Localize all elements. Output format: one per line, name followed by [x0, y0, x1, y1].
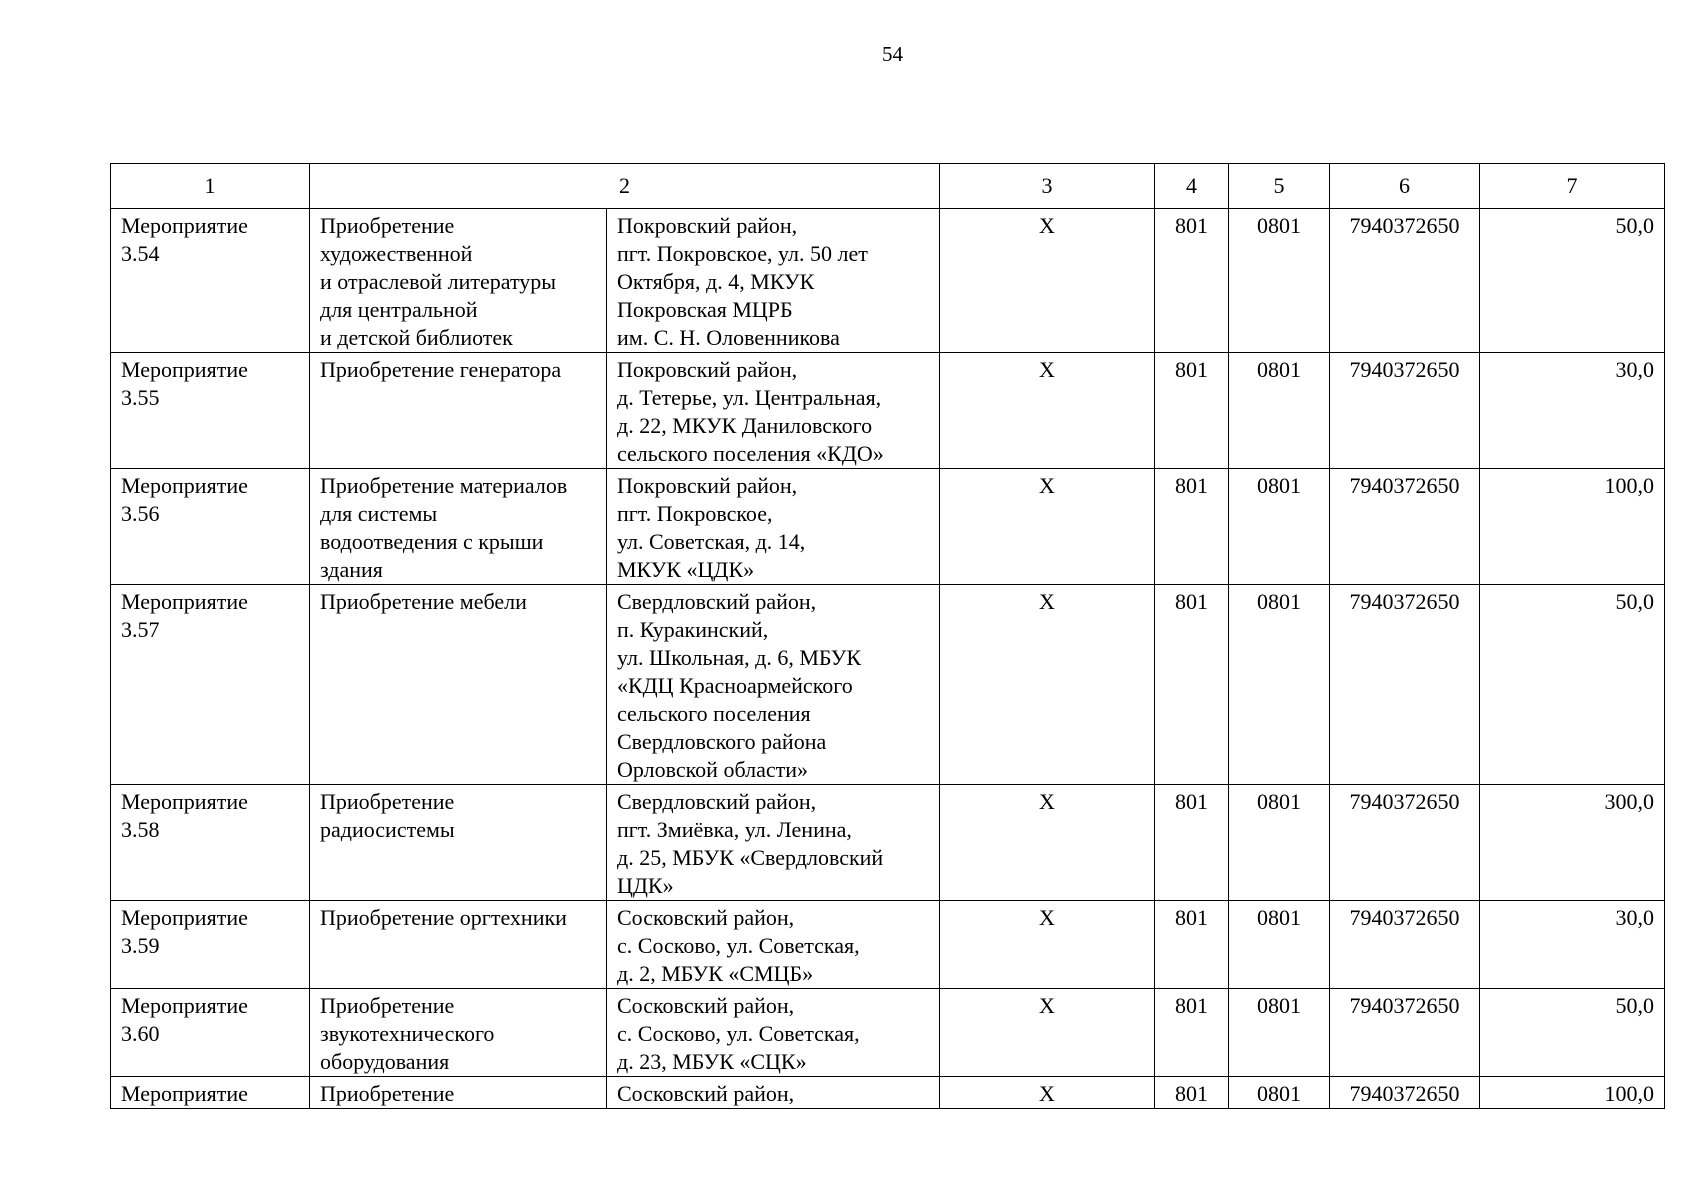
col7-cell: 50,0 [1480, 989, 1665, 1077]
table-row [111, 1077, 1665, 1109]
col7-cell: 300,0 [1480, 785, 1665, 901]
header-col-4: 4 [1155, 164, 1229, 209]
col4-cell: 801 [1155, 469, 1229, 585]
col4-cell: 801 [1155, 989, 1229, 1077]
col6-cell: 7940372650 [1330, 785, 1480, 901]
col4-cell: 801 [1155, 585, 1229, 785]
event-cell: Мероприятие 3.56 [111, 469, 310, 585]
col3-cell: Х [940, 901, 1155, 989]
col7-cell: 50,0 [1480, 209, 1665, 353]
header-col-7: 7 [1480, 164, 1665, 209]
item-name-cell: Приобретение [310, 1077, 607, 1109]
address-cell: Свердловский район, п. Куракинский, ул. Школьная, д. 6, МБУК «КДЦ Красноармейского сельского поселения Свердловского района Орловской области» [607, 585, 940, 785]
col3-cell: Х [940, 585, 1155, 785]
table-row [111, 353, 1665, 469]
table-row [111, 469, 1665, 585]
header-col-6: 6 [1330, 164, 1480, 209]
col6-cell: 7940372650 [1330, 469, 1480, 585]
item-name-cell: Приобретение звукотехнического оборудования [310, 989, 607, 1077]
event-cell: Мероприятие [111, 1077, 310, 1109]
col5-cell: 0801 [1229, 469, 1330, 585]
event-cell: Мероприятие 3.60 [111, 989, 310, 1077]
col5-cell: 0801 [1229, 353, 1330, 469]
col5-cell: 0801 [1229, 901, 1330, 989]
header-col-3: 3 [940, 164, 1155, 209]
item-name-cell: Приобретение радиосистемы [310, 785, 607, 901]
col5-cell: 0801 [1229, 585, 1330, 785]
header-col-2: 2 [310, 164, 940, 209]
col7-cell: 100,0 [1480, 1077, 1665, 1109]
budget-table [110, 163, 1665, 1109]
col6-cell: 7940372650 [1330, 585, 1480, 785]
col5-cell: 0801 [1229, 1077, 1330, 1109]
header-row [111, 164, 1665, 209]
col6-cell: 7940372650 [1330, 353, 1480, 469]
col4-cell: 801 [1155, 901, 1229, 989]
col3-cell: Х [940, 469, 1155, 585]
col4-cell: 801 [1155, 785, 1229, 901]
item-name-cell: Приобретение материалов для системы водоотведения с крыши здания [310, 469, 607, 585]
event-cell: Мероприятие 3.55 [111, 353, 310, 469]
col4-cell: 801 [1155, 1077, 1229, 1109]
address-cell: Сосковский район, с. Сосково, ул. Советская, д. 2, МБУК «СМЦБ» [607, 901, 940, 989]
col3-cell: Х [940, 353, 1155, 469]
col7-cell: 100,0 [1480, 469, 1665, 585]
address-cell: Покровский район, пгт. Покровское, ул. Советская, д. 14, МКУК «ЦДК» [607, 469, 940, 585]
event-cell: Мероприятие 3.54 [111, 209, 310, 353]
col3-cell: Х [940, 209, 1155, 353]
col7-cell: 30,0 [1480, 901, 1665, 989]
table-row [111, 785, 1665, 901]
address-cell: Сосковский район, [607, 1077, 940, 1109]
item-name-cell: Приобретение мебели [310, 585, 607, 785]
col6-cell: 7940372650 [1330, 901, 1480, 989]
event-cell: Мероприятие 3.58 [111, 785, 310, 901]
address-cell: Покровский район, д. Тетерье, ул. Центральная, д. 22, МКУК Даниловского сельского поселения «КДО» [607, 353, 940, 469]
header-col-5: 5 [1229, 164, 1330, 209]
item-name-cell: Приобретение оргтехники [310, 901, 607, 989]
col5-cell: 0801 [1229, 785, 1330, 901]
col3-cell: Х [940, 989, 1155, 1077]
col6-cell: 7940372650 [1330, 209, 1480, 353]
address-cell: Сосковский район, с. Сосково, ул. Советская, д. 23, МБУК «СЦК» [607, 989, 940, 1077]
header-col-1: 1 [111, 164, 310, 209]
page-number: 54 [882, 42, 903, 66]
col5-cell: 0801 [1229, 209, 1330, 353]
col6-cell: 7940372650 [1330, 1077, 1480, 1109]
table-row [111, 585, 1665, 785]
item-name-cell: Приобретение художественной и отраслевой литературы для центральной и детской библиотек [310, 209, 607, 353]
event-cell: Мероприятие 3.57 [111, 585, 310, 785]
item-name-cell: Приобретение генератора [310, 353, 607, 469]
table-row [111, 901, 1665, 989]
col6-cell: 7940372650 [1330, 989, 1480, 1077]
address-cell: Покровский район, пгт. Покровское, ул. 50 лет Октября, д. 4, МКУК Покровская МЦРБ им. С. Н. Оловенникова [607, 209, 940, 353]
table-row [111, 209, 1665, 353]
col5-cell: 0801 [1229, 989, 1330, 1077]
col3-cell: Х [940, 785, 1155, 901]
col7-cell: 50,0 [1480, 585, 1665, 785]
col7-cell: 30,0 [1480, 353, 1665, 469]
col4-cell: 801 [1155, 209, 1229, 353]
col4-cell: 801 [1155, 353, 1229, 469]
event-cell: Мероприятие 3.59 [111, 901, 310, 989]
table-row [111, 989, 1665, 1077]
col3-cell: Х [940, 1077, 1155, 1109]
address-cell: Свердловский район, пгт. Змиёвка, ул. Ленина, д. 25, МБУК «Свердловский ЦДК» [607, 785, 940, 901]
